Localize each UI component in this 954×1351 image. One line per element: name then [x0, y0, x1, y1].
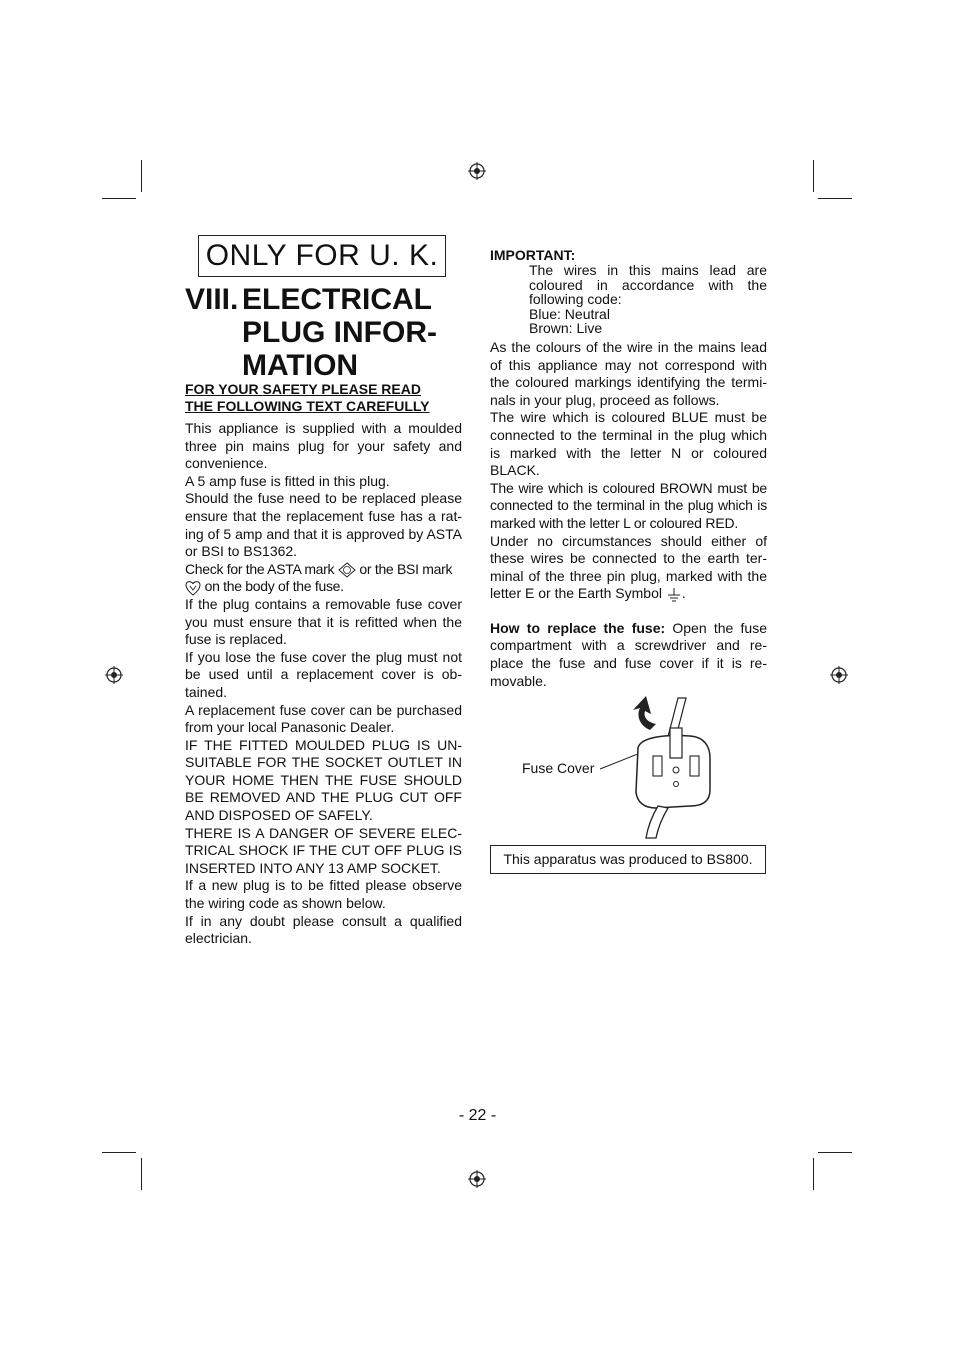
section-title-line: PLUG INFOR- [242, 316, 437, 349]
bsi-mark-icon [185, 580, 201, 596]
wire-code-brown: Brown: Live [529, 320, 603, 337]
text-span: Open the fuse compartment with a screwdriver and re-place the fuse and fuse cover if it is re-movable. [490, 619, 768, 689]
crop-mark [818, 1152, 852, 1153]
paragraph-caps: THERE IS A DANGER OF SEVERE ELEC-TRICAL SHOCK IF THE CUT OFF PLUG IS INSERTED INTO ANY 13 AMP SOCKET. [185, 824, 462, 876]
section-number: VIII. [185, 283, 239, 316]
registration-mark-icon [830, 666, 848, 684]
paragraph: The wire which is coloured BROWN must be connected to the terminal in the plug which is marked with the letter L or coloured RED. [490, 479, 767, 531]
safety-heading [185, 381, 465, 415]
asta-mark-icon [338, 562, 356, 578]
wire-code-blue: Blue: Neutral [529, 305, 610, 322]
paragraph: If the plug contains a removable fuse cover you must ensure that it is refitted when the fuse is replaced. [185, 595, 462, 648]
paragraph: If you lose the fuse cover the plug must not be used until a replacement cover is ob-tained. [185, 648, 462, 700]
left-column [185, 420, 462, 948]
earth-symbol-icon [666, 587, 682, 603]
safety-heading-line: THE FOLLOWING TEXT CAREFULLY [185, 398, 430, 414]
registration-mark-icon [468, 162, 486, 180]
crop-mark [102, 1152, 136, 1153]
paragraph: As the colours of the wire in the mains lead of this appliance may not correspond with the coloured markings identifying the termi-nals in your plug, proceed as follows. [490, 338, 767, 408]
crop-mark [102, 198, 136, 199]
paragraph: This appliance is supplied with a moulded three pin mains plug for your safety and convenience. [185, 420, 462, 472]
paragraph: A 5 amp fuse is fitted in this plug. [185, 472, 390, 489]
safety-heading-line: FOR YOUR SAFETY PLEASE READ [185, 381, 421, 397]
paragraph: The wire which is coloured BLUE must be connected to the terminal in the plug which is marked with the letter N or coloured BLACK. [490, 409, 767, 479]
fuse-cover-label: Fuse Cover [522, 760, 595, 776]
crop-mark [141, 1158, 142, 1190]
text-span: on the body of the fuse. [204, 578, 344, 595]
replace-fuse-label: How to replace the fuse: [490, 619, 666, 636]
text-span: Under no circumstances should either of these wires be connected to the earth ter-minal of the three pin plug, marked with the letter E or the Earth Symbol [490, 532, 767, 602]
important-text: The wires in this mains lead are coloured in accordance with the following code: [529, 262, 767, 308]
paragraph-fuse-marks [185, 561, 462, 596]
crop-mark [141, 160, 142, 192]
paragraph-earth [490, 533, 767, 603]
text-span: Check for the ASTA mark [185, 560, 338, 577]
registration-mark-icon [468, 1170, 486, 1188]
crop-mark [813, 160, 814, 192]
arrow-icon [633, 696, 656, 730]
bs800-notice: This apparatus was produced to BS800. [490, 845, 766, 874]
paragraph: If a new plug is to be fitted please observe the wiring code as shown below. [185, 877, 462, 912]
section-title-line: MATION [242, 349, 359, 382]
only-for-uk-banner: ONLY FOR U. K. [198, 235, 446, 277]
registration-mark-icon [105, 666, 123, 684]
important-label: IMPORTANT: [490, 247, 576, 263]
section-title [242, 283, 482, 382]
text-span: . [681, 585, 686, 602]
crop-mark [813, 1158, 814, 1190]
paragraph: A replacement fuse cover can be purchased from your local Panasonic Dealer. [185, 701, 462, 736]
paragraph: If in any doubt please consult a qualified electrician. [185, 912, 462, 947]
text-span: or the BSI mark [359, 560, 453, 577]
paragraph: Should the fuse need to be replaced please ensure that the replacement fuse has a rat-ing of 5 amp and that it is approved by ASTA or BSI to BS1362. [185, 490, 462, 560]
page-number: - 22 - [458, 1107, 497, 1124]
paragraph-caps: IF THE FITTED MOULDED PLUG IS UN-SUITABLE FOR THE SOCKET OUTLET IN YOUR HOME THEN THE FUSE SHOULD BE REMOVED AND THE PLUG CUT OFF AND DISPOSED OF SAFELY. [185, 736, 462, 824]
replace-fuse-paragraph [490, 620, 767, 690]
crop-mark [818, 198, 852, 199]
section-title-line: ELECTRICAL [242, 283, 432, 316]
right-column [490, 247, 767, 690]
